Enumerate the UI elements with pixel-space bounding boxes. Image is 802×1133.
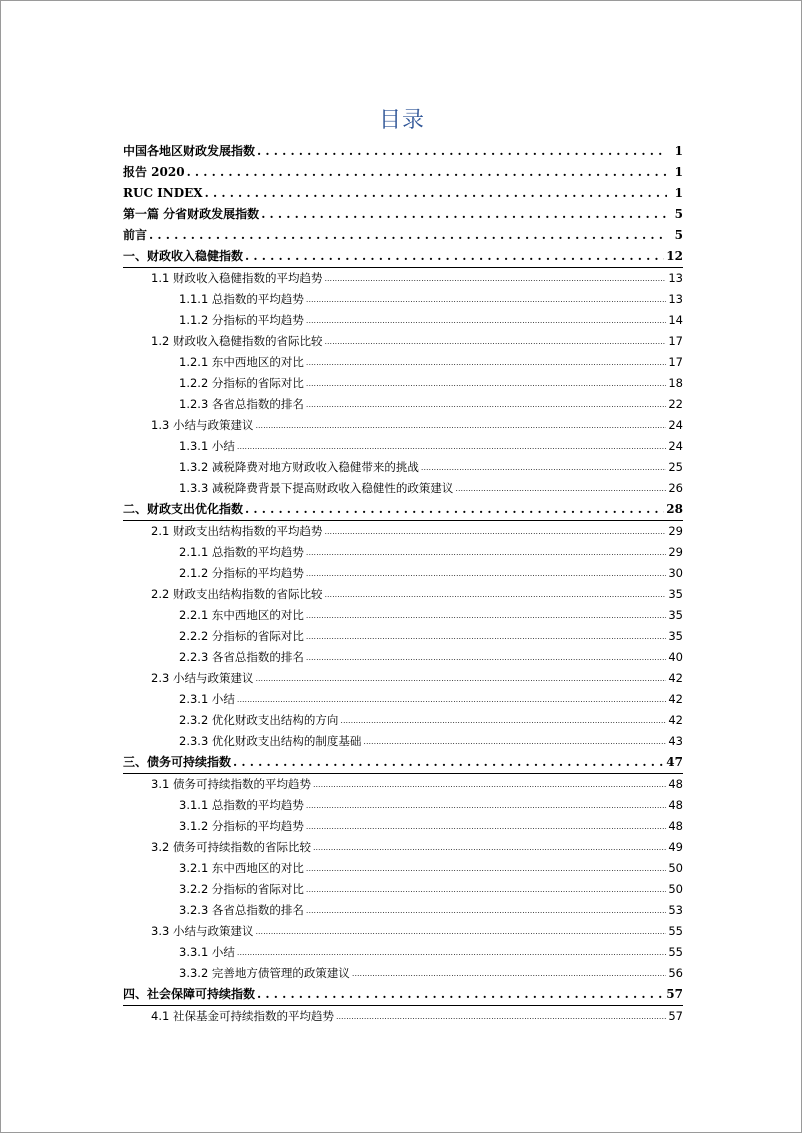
toc-entry-page-number: 26	[668, 481, 683, 495]
toc-dot-leader	[255, 668, 666, 689]
toc-entry[interactable]	[123, 795, 683, 816]
toc-entry-page-number: 22	[668, 397, 683, 411]
toc-entry[interactable]	[123, 352, 683, 373]
toc-entry-page-number: 29	[668, 545, 683, 559]
toc-entry-page-number: 5	[674, 228, 683, 242]
toc-dot-leader	[306, 816, 666, 837]
toc-entry-page-number: 5	[674, 207, 683, 221]
toc-dot-leader	[237, 942, 666, 963]
toc-dot-leader	[352, 963, 666, 984]
toc-entry-label: 2.3.2 优化财政支出结构的方向	[179, 713, 339, 727]
toc-entry-label: 2.2.1 东中西地区的对比	[179, 608, 304, 622]
toc-entry-label: 1.3 小结与政策建议	[151, 418, 254, 432]
toc-entry-page-number: 35	[668, 629, 683, 643]
toc-dot-leader	[306, 647, 666, 668]
toc-entry-label: 1.2.1 东中西地区的对比	[179, 355, 304, 369]
toc-entry[interactable]	[123, 1006, 683, 1027]
toc-dot-leader	[306, 289, 666, 310]
toc-entry[interactable]	[123, 310, 683, 331]
toc-dot-leader	[149, 225, 667, 246]
toc-dot-leader	[245, 246, 664, 267]
toc-entry[interactable]	[123, 373, 683, 394]
toc-entry-page-number: 1	[674, 165, 683, 179]
toc-dot-leader	[255, 921, 666, 942]
toc-dot-leader	[306, 352, 666, 373]
toc-entry-label: 2.3 小结与政策建议	[151, 671, 254, 685]
toc-entry[interactable]	[123, 584, 683, 605]
toc-entry[interactable]	[123, 436, 683, 457]
toc-entry-page-number: 35	[668, 587, 683, 601]
toc-entry-label: 1.1.2 分指标的平均趋势	[179, 313, 304, 327]
toc-entry-label: 1.3.2 减税降费对地方财政收入稳健带来的挑战	[179, 460, 419, 474]
toc-entry[interactable]	[123, 858, 683, 879]
toc-entry[interactable]	[123, 963, 683, 984]
toc-entry-label: 2.1.1 总指数的平均趋势	[179, 545, 304, 559]
toc-entry-label: 四、社会保障可持续指数	[123, 987, 256, 1001]
toc-entry-label: 2.3.3 优化财政支出结构的制度基础	[179, 734, 362, 748]
toc-entry[interactable]	[123, 837, 683, 858]
toc-entry[interactable]	[123, 626, 683, 647]
toc-entry[interactable]	[123, 331, 683, 352]
toc-entry[interactable]	[123, 542, 683, 563]
toc-entry-page-number: 24	[668, 418, 683, 432]
toc-dot-leader	[306, 310, 666, 331]
toc-entry-label: 前言	[123, 228, 148, 242]
toc-entry[interactable]	[123, 774, 683, 795]
toc-title: 目录	[378, 108, 425, 133]
toc-entry-page-number: 13	[668, 292, 683, 306]
toc-dot-leader	[363, 731, 666, 752]
toc-dot-leader	[306, 394, 666, 415]
toc-entry[interactable]	[123, 647, 683, 668]
toc-entry-page-number: 48	[668, 819, 683, 833]
toc-entry[interactable]	[123, 816, 683, 837]
toc-entry-label: 3.2.3 各省总指数的排名	[179, 903, 304, 917]
toc-entry-label: 3.3.1 小结	[179, 945, 235, 959]
toc-entry[interactable]	[123, 984, 683, 1006]
toc-entry[interactable]	[123, 478, 683, 499]
toc-dot-leader	[233, 752, 664, 773]
toc-entry-label: 一、财政收入稳健指数	[123, 249, 244, 263]
toc-entry-label: 2.3.1 小结	[179, 692, 235, 706]
toc-entry-page-number: 48	[668, 798, 683, 812]
toc-entry-page-number: 47	[666, 755, 683, 769]
toc-entry[interactable]	[123, 225, 683, 246]
toc-entry-page-number: 17	[668, 355, 683, 369]
toc-entry-label: 2.2.3 各省总指数的排名	[179, 650, 304, 664]
toc-entry[interactable]	[123, 289, 683, 310]
toc-dot-leader	[313, 837, 666, 858]
toc-entry[interactable]	[123, 605, 683, 626]
toc-entry-label: 2.2 财政支出结构指数的省际比较	[151, 587, 323, 601]
toc-entry-label: 2.2.2 分指标的省际对比	[179, 629, 304, 643]
toc-entry-page-number: 42	[668, 692, 683, 706]
toc-entry-label: 2.1.2 分指标的平均趋势	[179, 566, 304, 580]
toc-entry-label: 3.2.2 分指标的省际对比	[179, 882, 304, 896]
toc-entry-page-number: 30	[668, 566, 683, 580]
toc-entry-label: 2.1 财政支出结构指数的平均趋势	[151, 524, 323, 538]
toc-entry[interactable]	[123, 521, 683, 542]
toc-dot-leader	[421, 457, 666, 478]
toc-entry-page-number: 50	[668, 882, 683, 896]
toc-dot-leader	[306, 563, 666, 584]
toc-dot-leader	[340, 710, 666, 731]
toc-dot-leader	[257, 984, 664, 1005]
toc-entry-label: 3.2 债务可持续指数的省际比较	[151, 840, 311, 854]
toc-entry-label: 1.3.3 减税降费背景下提高财政收入稳健性的政策建议	[179, 481, 454, 495]
toc-entry-label: 3.1.2 分指标的平均趋势	[179, 819, 304, 833]
toc-dot-leader	[257, 141, 667, 162]
toc-dot-leader	[187, 162, 667, 183]
toc-entry-label: 3.2.1 东中西地区的对比	[179, 861, 304, 875]
toc-entry-label: 1.1 财政收入稳健指数的平均趋势	[151, 271, 323, 285]
toc-entry-page-number: 48	[668, 777, 683, 791]
toc-entry[interactable]	[123, 710, 683, 731]
toc-dot-leader	[306, 626, 666, 647]
toc-entry-label: 3.1.1 总指数的平均趋势	[179, 798, 304, 812]
toc-entry-label: 3.3 小结与政策建议	[151, 924, 254, 938]
toc-dot-leader	[306, 373, 666, 394]
toc-dot-leader	[306, 795, 666, 816]
toc-entry-page-number: 43	[668, 734, 683, 748]
toc-entry-label: 1.2.2 分指标的省际对比	[179, 376, 304, 390]
toc-entry-page-number: 28	[666, 502, 683, 516]
toc-entry-page-number: 12	[666, 249, 683, 263]
toc-entry-page-number: 55	[668, 924, 683, 938]
toc-entry-page-number: 18	[668, 376, 683, 390]
toc-dot-leader	[306, 900, 666, 921]
toc-dot-leader	[306, 542, 666, 563]
toc-entry-page-number: 53	[668, 903, 683, 917]
toc-dot-leader	[306, 858, 666, 879]
toc-entry-page-number: 55	[668, 945, 683, 959]
toc-dot-leader	[245, 499, 664, 520]
toc-entry-label: 1.2.3 各省总指数的排名	[179, 397, 304, 411]
toc-entry-page-number: 57	[666, 987, 683, 1001]
toc-entry[interactable]	[123, 879, 683, 900]
toc-entry-page-number: 42	[668, 671, 683, 685]
toc-entry-label: 第一篇 分省财政发展指数	[123, 207, 260, 221]
toc-entry-page-number: 24	[668, 439, 683, 453]
toc-entry-page-number: 35	[668, 608, 683, 622]
toc-entry-label: 4.1 社保基金可持续指数的平均趋势	[151, 1009, 334, 1023]
toc-dot-leader	[324, 331, 666, 352]
toc-entry[interactable]	[123, 942, 683, 963]
toc-dot-leader	[324, 521, 666, 542]
toc-dot-leader	[324, 268, 666, 289]
toc-entry[interactable]	[123, 921, 683, 942]
toc-entry[interactable]	[123, 668, 683, 689]
table-of-contents	[123, 141, 683, 1027]
toc-entry-page-number: 17	[668, 334, 683, 348]
toc-dot-leader	[336, 1006, 666, 1027]
toc-dot-leader	[455, 478, 666, 499]
toc-dot-leader	[261, 204, 667, 225]
toc-entry-page-number: 13	[668, 271, 683, 285]
toc-entry-label: 3.1 债务可持续指数的平均趋势	[151, 777, 311, 791]
toc-entry[interactable]	[123, 499, 683, 521]
toc-entry[interactable]	[123, 162, 683, 183]
toc-entry-label: 中国各地区财政发展指数	[123, 144, 256, 158]
toc-dot-leader	[313, 774, 666, 795]
toc-entry[interactable]	[123, 183, 683, 204]
toc-entry-page-number: 14	[668, 313, 683, 327]
toc-dot-leader	[205, 183, 667, 204]
toc-entry[interactable]	[123, 204, 683, 225]
toc-entry[interactable]	[123, 689, 683, 710]
toc-dot-leader	[306, 605, 666, 626]
toc-entry-page-number: 29	[668, 524, 683, 538]
toc-entry-label: 1.3.1 小结	[179, 439, 235, 453]
toc-entry[interactable]	[123, 415, 683, 436]
toc-entry-page-number: 49	[668, 840, 683, 854]
toc-entry[interactable]	[123, 141, 683, 162]
toc-entry-page-number: 50	[668, 861, 683, 875]
toc-dot-leader	[306, 879, 666, 900]
toc-entry[interactable]	[123, 752, 683, 774]
toc-entry-label: 三、债务可持续指数	[123, 755, 232, 769]
toc-dot-leader	[255, 415, 666, 436]
toc-entry-page-number: 57	[668, 1009, 683, 1023]
toc-entry-page-number: 1	[674, 144, 683, 158]
toc-entry[interactable]	[123, 268, 683, 289]
toc-dot-leader	[237, 689, 666, 710]
toc-entry-label: RUC INDEX	[123, 186, 203, 200]
toc-dot-leader	[237, 436, 666, 457]
toc-entry[interactable]	[123, 731, 683, 752]
toc-entry-page-number: 1	[674, 186, 683, 200]
toc-entry-page-number: 42	[668, 713, 683, 727]
toc-entry-page-number: 40	[668, 650, 683, 664]
toc-entry[interactable]	[123, 246, 683, 268]
toc-entry[interactable]	[123, 394, 683, 415]
toc-entry-label: 3.3.2 完善地方债管理的政策建议	[179, 966, 350, 980]
toc-entry-label: 1.1.1 总指数的平均趋势	[179, 292, 304, 306]
toc-entry[interactable]	[123, 563, 683, 584]
toc-entry-label: 报告 2020	[123, 165, 185, 179]
toc-entry-label: 1.2 财政收入稳健指数的省际比较	[151, 334, 323, 348]
toc-entry[interactable]	[123, 900, 683, 921]
toc-entry-page-number: 56	[668, 966, 683, 980]
toc-dot-leader	[324, 584, 666, 605]
toc-entry-page-number: 25	[668, 460, 683, 474]
toc-entry[interactable]	[123, 457, 683, 478]
toc-entry-label: 二、财政支出优化指数	[123, 502, 244, 516]
